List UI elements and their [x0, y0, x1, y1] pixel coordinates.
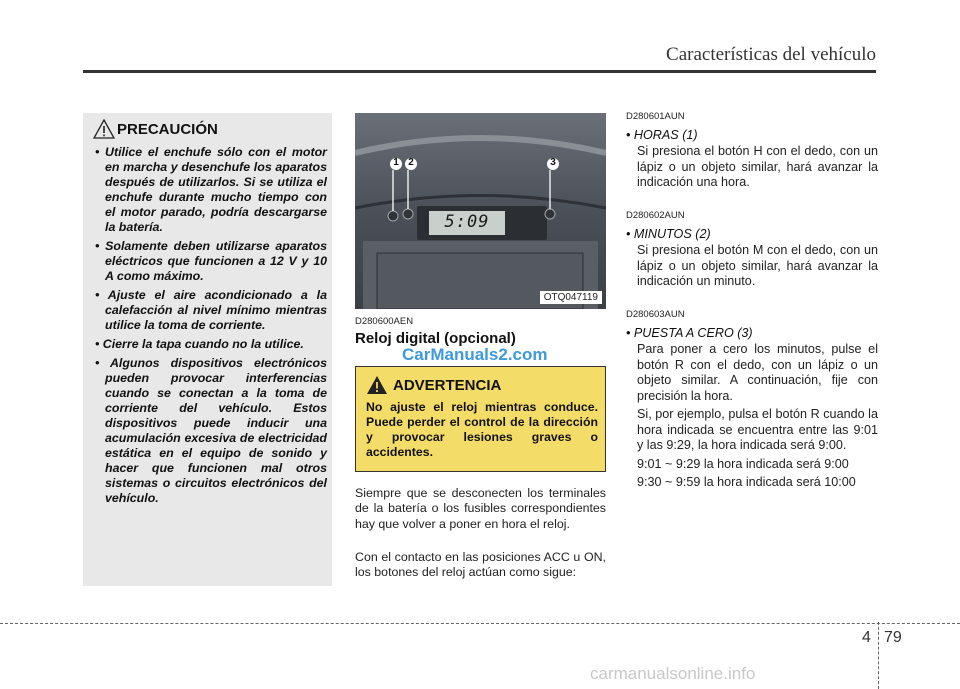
- reset-label: • PUESTA A CERO (3): [626, 326, 753, 340]
- minutes-item: [626, 210, 878, 290]
- caution-item: • Ajuste el aire acondicionado a la calefacción al nivel mínimo mientras utilice la toma de corriente.: [95, 288, 327, 332]
- reset-range-1: 9:01 ~ 9:29 la hora indicada será 9:00: [637, 456, 849, 471]
- callout-3: 3: [550, 157, 556, 168]
- section-title: Reloj digital (opcional): [355, 330, 516, 347]
- site-watermark: carmanualsonline.info: [590, 664, 756, 683]
- reset-item: [626, 309, 878, 491]
- reset-code: D280603AUN: [626, 309, 685, 320]
- clock-photo: [355, 113, 606, 309]
- section-code: D280600AEN: [355, 316, 414, 327]
- callout-2: 2: [408, 157, 414, 168]
- hours-label: • HORAS (1): [626, 128, 698, 142]
- hours-text: Si presiona el botón H con el dedo, con un lápiz o un objeto similar, hará avanzar la indicación una hora.: [637, 144, 878, 189]
- page-number: 79: [884, 629, 902, 646]
- callout-1: 1: [393, 157, 399, 168]
- hours-code: D280601AUN: [626, 111, 685, 122]
- reset-example: Si, por ejemplo, pulsa el botón R cuando la hora indicada se encuentra entre las 9:01 y las 9:29, la hora indicada será 9:00.: [637, 407, 878, 452]
- reset-text: Para poner a cero los minutos, pulse el botón R con el dedo, con un lápiz o un objeto similar. A continuación, fije con precisión la hora.: [637, 342, 878, 403]
- caution-item: • Cierre la tapa cuando no la utilice.: [95, 337, 304, 351]
- header-rule: [83, 70, 876, 73]
- reset-range-2: 9:30 ~ 9:59 la hora indicada será 10:00: [637, 475, 856, 489]
- minutes-label: • MINUTOS (2): [626, 227, 711, 241]
- clock-display: 5:09: [444, 212, 490, 232]
- caution-list: [91, 145, 327, 510]
- caution-item: • Algunos dispositivos electrónicos pueden provocar interferencias cuando se conectan a la toma de corriente del vehículo. Estos dispositivos puede inducir una acumulación excesiva de electricidad estática en el equipo de sonido y hacer que funcionen mal otros sistemas o circuitos electrónicos del vehículo.: [95, 356, 327, 505]
- watermark: CarManuals2.com: [402, 345, 548, 364]
- chapter-number: 4: [862, 629, 871, 646]
- warning-icon: [366, 375, 388, 395]
- page-header-title: Características del vehículo: [666, 44, 876, 65]
- warning-box: [355, 366, 606, 472]
- minutes-text: Si presiona el botón M con el dedo, con un lápiz o un objeto similar, hará avanzar la indicación un minuto.: [637, 243, 878, 288]
- caution-item: • Solamente deben utilizarse aparatos eléctricos que funcionen a 12 V y 10 A como máximo.: [95, 239, 327, 283]
- caution-box: [83, 113, 332, 586]
- caution-heading: PRECAUCIÓN: [117, 121, 218, 138]
- footer-divider: [878, 622, 879, 689]
- hours-item: [626, 111, 878, 191]
- paragraph-reset: Siempre que se desconecten los terminales de la batería o los fusibles correspondientes hay que volver a poner en hora el reloj.: [355, 486, 606, 531]
- warning-body: No ajuste el reloj mientras conduce. Puede perder el control de la dirección y provocar lesiones graves o accidentes.: [366, 400, 598, 459]
- caution-item: • Utilice el enchufe sólo con el motor en marcha y desenchufe los aparatos después de utilizarlos. Si se utiliza el enchufe durante mucho tiempo con el motor parado, podría descargarse la batería.: [95, 145, 327, 234]
- caution-warning-icon: [93, 119, 115, 139]
- paragraph-buttons: Con el contacto en las posiciones ACC u ON, los botones del reloj actúan como sigue:: [355, 550, 606, 580]
- clock-illustration: [355, 113, 606, 309]
- footer-rule: [0, 623, 960, 624]
- photo-code: OTQ047119: [540, 291, 602, 304]
- minutes-code: D280602AUN: [626, 210, 685, 221]
- warning-heading: ADVERTENCIA: [393, 377, 502, 394]
